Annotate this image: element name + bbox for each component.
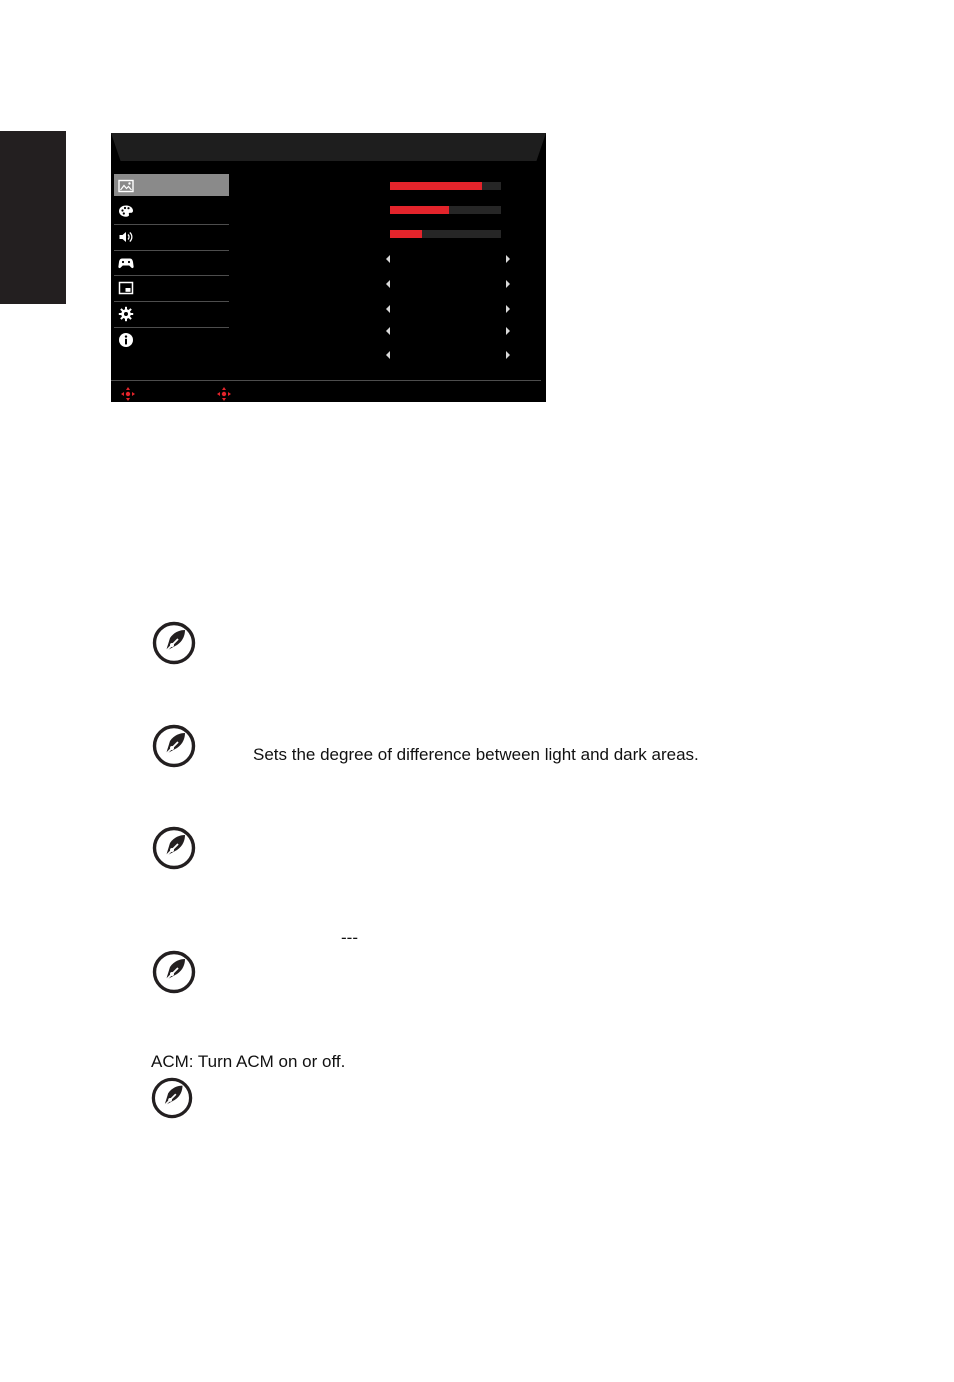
gear-icon [118,306,134,322]
selector-2-left-arrow-icon[interactable] [386,280,390,288]
selector-1-right-arrow-icon[interactable] [506,255,510,263]
osd-slider-1-fill [390,182,482,190]
note-pen-icon [152,826,196,870]
picture-icon [118,178,134,194]
osd-header-bar [111,133,546,161]
pip-icon [118,280,134,296]
selector-4-right-arrow-icon[interactable] [506,327,510,335]
selector-4-left-arrow-icon[interactable] [386,327,390,335]
selector-3-left-arrow-icon[interactable] [386,305,390,313]
osd-slider-3[interactable] [390,230,501,238]
menu-item-audio[interactable] [114,225,229,251]
selector-3-right-arrow-icon[interactable] [506,305,510,313]
menu-item-color[interactable] [114,199,229,225]
osd-sidebar-menu [114,174,229,353]
menu-item-pip[interactable] [114,276,229,302]
menu-item-system[interactable] [114,302,229,328]
osd-footer-divider [111,380,541,381]
speaker-icon [118,229,134,245]
color-palette-icon [118,203,134,219]
note-pen-icon [152,621,196,665]
joystick-icon [120,386,136,402]
osd-menu-screenshot [111,133,546,402]
note-pen-icon [151,1077,193,1119]
osd-slider-2-fill [390,206,449,214]
note-pen-icon [152,950,196,994]
osd-slider-2[interactable] [390,206,501,214]
osd-slider-1[interactable] [390,182,501,190]
joystick-icon [216,386,232,402]
menu-item-gaming[interactable] [114,251,229,277]
chapter-tab [0,131,66,304]
selector-2-right-arrow-icon[interactable] [506,280,510,288]
gamepad-icon [118,255,134,271]
menu-item-picture[interactable] [114,174,229,196]
acm-description: ACM: Turn ACM on or off. [151,1052,346,1071]
osd-slider-3-fill [390,230,422,238]
note-pen-icon [152,724,196,768]
selector-1-left-arrow-icon[interactable] [386,255,390,263]
dashes-text: --- [341,928,358,947]
selector-5-left-arrow-icon[interactable] [386,351,390,359]
menu-item-info[interactable] [114,328,229,353]
contrast-description: Sets the degree of difference between light and dark areas. [253,745,699,764]
info-icon [118,332,134,348]
selector-5-right-arrow-icon[interactable] [506,351,510,359]
